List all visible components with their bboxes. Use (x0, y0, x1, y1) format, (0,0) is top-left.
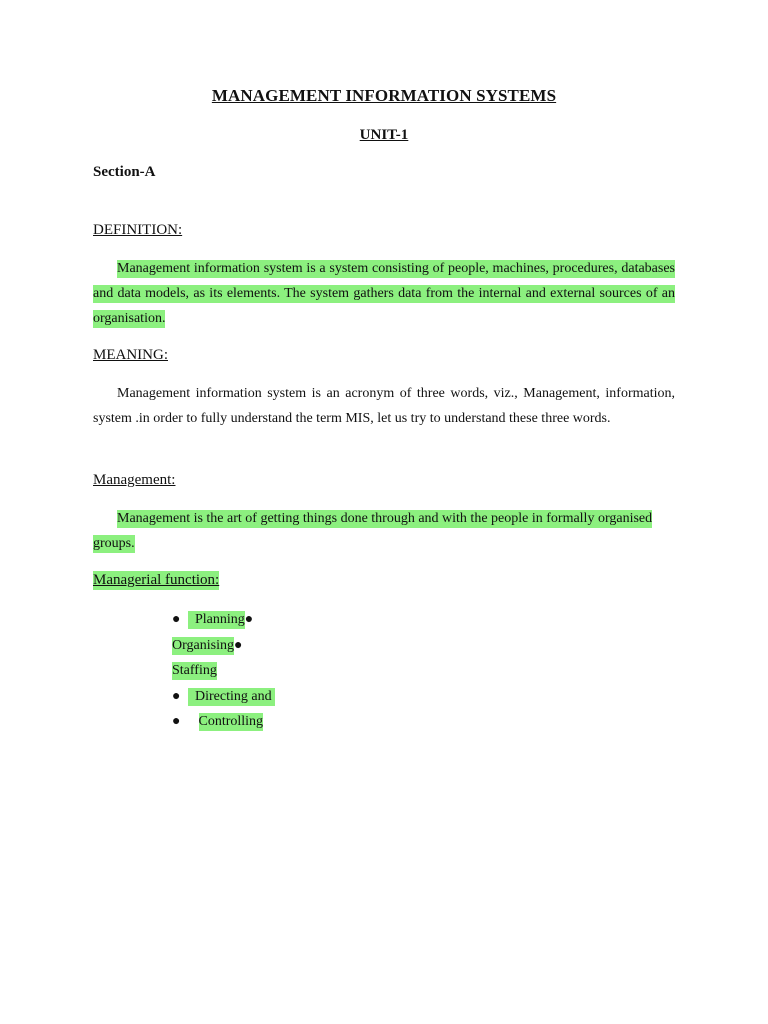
list-item (172, 662, 217, 680)
definition-heading: DEFINITION: (93, 222, 183, 238)
bullet-icon: ● (244, 612, 254, 627)
list-item-text: Organising (172, 638, 234, 653)
bullet-icon: ● (172, 689, 181, 704)
definition-text: Management information system is a system consisting of people, machines, procedures, databases and data models, as its elements. The system gathers data from the internal and external sources of an organisation. (93, 261, 675, 326)
management-paragraph (93, 506, 653, 556)
unit-heading: UNIT-1 (359, 127, 409, 143)
list-item-text: Controlling (198, 714, 264, 729)
management-text: Management is the art of getting things done through and with the people in formally organised groups. (93, 511, 653, 551)
list-item-text: Planning (188, 611, 245, 629)
list-item (172, 713, 263, 731)
document-title: MANAGEMENT INFORMATION SYSTEMS (211, 86, 557, 105)
list-item (172, 611, 253, 629)
bullet-icon: ● (172, 612, 181, 627)
meaning-text: Management information system is an acronym of three words, viz., Management, information, system .in order to fully understand the term MIS, let us try to understand these three words. (93, 386, 675, 426)
bullet-icon: ● (233, 638, 243, 653)
list-item (172, 688, 275, 706)
section-heading: Section-A (93, 164, 156, 180)
managerial-function-heading-text: Managerial function: (93, 572, 220, 588)
list-item (172, 637, 242, 655)
list-item-text: Directing and (188, 688, 275, 706)
meaning-heading: MEANING: (93, 347, 168, 363)
definition-paragraph (93, 256, 675, 331)
management-heading: Management: (93, 472, 176, 488)
meaning-paragraph (93, 381, 675, 431)
bullet-icon: ● (172, 714, 181, 729)
list-item-text: Staffing (172, 663, 217, 678)
managerial-function-heading (93, 572, 219, 589)
